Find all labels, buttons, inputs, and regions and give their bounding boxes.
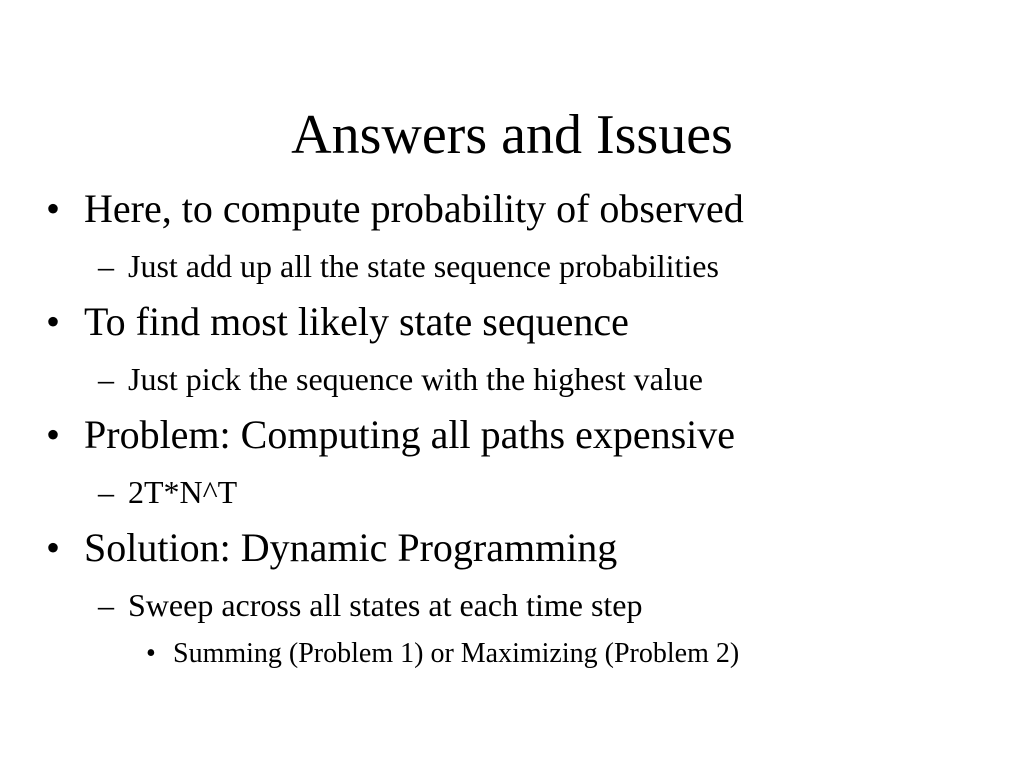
sub-bullet-marker: – — [98, 361, 114, 397]
sub-bullet-item-4-1: Sweep across all states at each time step — [128, 587, 643, 623]
bullet-marker: • — [46, 525, 61, 570]
sub-bullet-marker: – — [98, 587, 114, 623]
sub-bullet-marker: – — [98, 248, 114, 284]
sub-sub-bullet-item-4-1-1: Summing (Problem 1) or Maximizing (Problem 2) — [173, 638, 740, 669]
bullet-marker: • — [46, 186, 61, 231]
slide-title: Answers and Issues — [291, 104, 733, 166]
bullet-item-2: To find most likely state sequence — [84, 299, 629, 344]
sub-sub-bullet-marker: • — [146, 638, 156, 669]
sub-bullet-marker: – — [98, 474, 114, 510]
sub-bullet-item-2-1: Just pick the sequence with the highest value — [128, 361, 703, 397]
bullet-marker: • — [46, 299, 61, 344]
sub-bullet-item-1-1: Just add up all the state sequence probabilities — [128, 248, 719, 284]
bullet-item-3: Problem: Computing all paths expensive — [84, 412, 736, 457]
bullet-item-4: Solution: Dynamic Programming — [84, 525, 618, 570]
sub-bullet-item-3-1: 2T*N^T — [128, 474, 238, 510]
bullet-item-1: Here, to compute probability of observed — [84, 186, 744, 231]
bullet-marker: • — [46, 412, 61, 457]
